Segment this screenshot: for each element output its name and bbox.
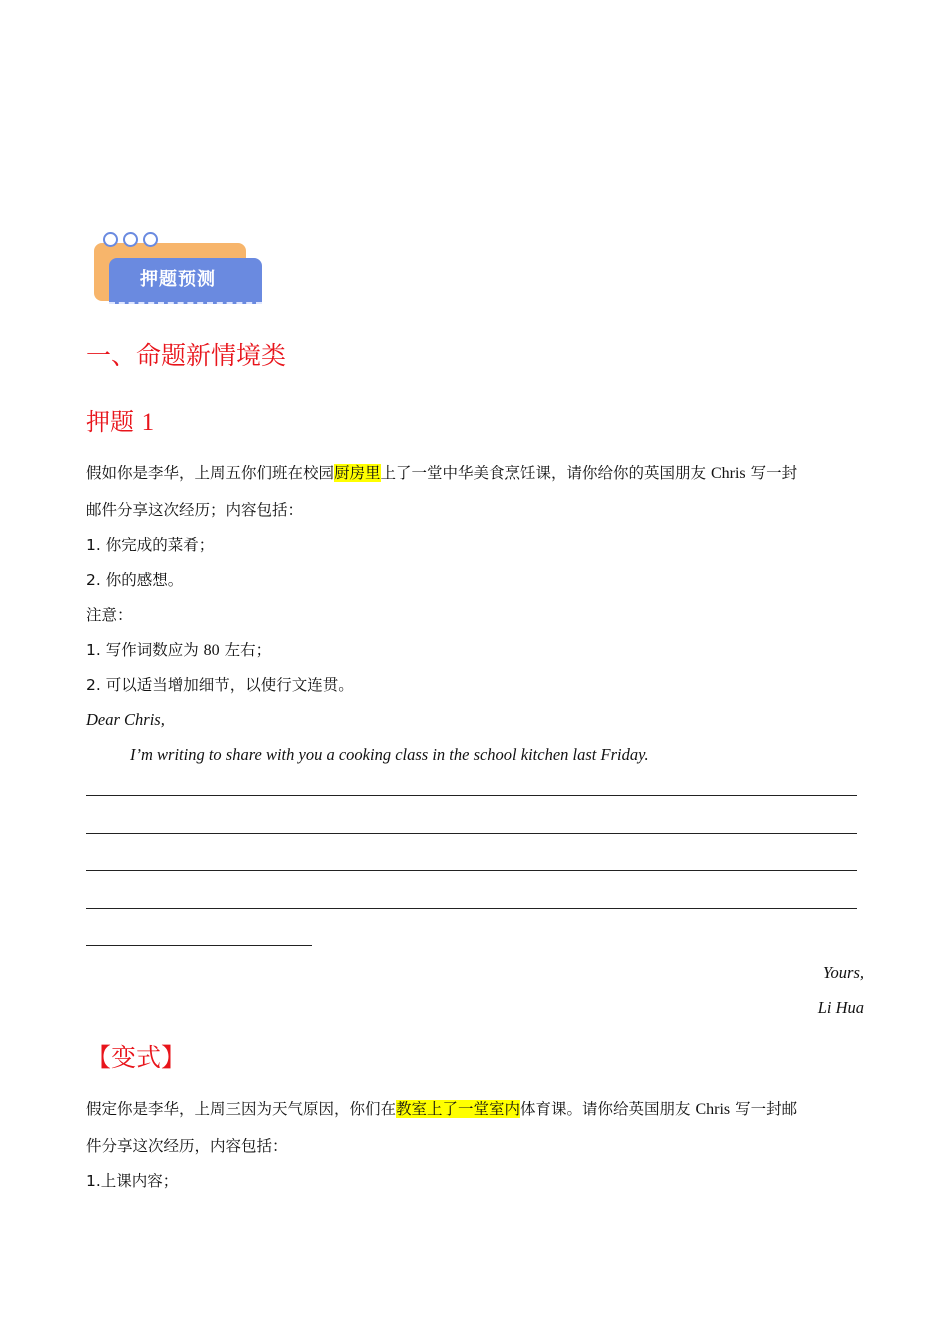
prompt-highlight: 厨房里 (334, 464, 381, 482)
prompt-text: 写一封 (750, 464, 798, 482)
question-title (86, 402, 154, 437)
prompt-name: Chris (710, 465, 746, 482)
prompt-text: 体育课。请你给英国朋友 (520, 1100, 691, 1118)
answer-line[interactable] (86, 945, 312, 946)
note-item-1 (86, 633, 856, 668)
letter-signature: Li Hua (817, 998, 864, 1017)
note-text: 1. 写作词数应为 (86, 641, 199, 659)
letter-closing: Yours, (822, 963, 864, 982)
question-title-prefix: 押题 (86, 408, 134, 436)
prompt-text: 假如你是李华，上周五你们班在校园 (86, 464, 335, 482)
note-item-2: 2. 可以适当增加细节，以使行文连贯。 (86, 676, 354, 694)
answer-line[interactable] (86, 870, 857, 871)
prompt-text: 写一封邮 (735, 1100, 798, 1118)
question-prompt (86, 456, 856, 703)
badge-rings-icon (103, 232, 163, 251)
answer-line[interactable] (86, 908, 857, 909)
answer-line[interactable] (86, 833, 857, 834)
prompt-line-1 (86, 456, 856, 491)
variant-prompt (86, 1092, 856, 1199)
word-count: 80 (203, 642, 220, 659)
question-title-number: 1 (141, 409, 155, 436)
variant-line-1 (86, 1092, 856, 1127)
prompt-text: 上了一堂中华美食烹饪课，请你给你的英国朋友 (380, 464, 707, 482)
answer-line[interactable] (86, 795, 857, 796)
prompt-highlight: 教室上了一堂室内 (396, 1100, 521, 1118)
letter-opening: I’m writing to share with you a cooking class in the school kitchen last Friday. (130, 745, 649, 764)
section-title: 一、命题新情境类 (86, 341, 287, 370)
prompt-text: 假定你是李华，上周三因为天气原因，你们在 (86, 1100, 397, 1118)
prompt-line-2: 邮件分享这次经历；内容包括： (86, 501, 304, 519)
letter-greeting: Dear Chris, (86, 710, 165, 729)
note-label: 注意： (86, 606, 133, 624)
content-item-1: 1. 你完成的菜肴； (86, 536, 215, 554)
content-item-2: 2. 你的感想。 (86, 571, 184, 589)
variant-item-1: 1.上课内容； (86, 1172, 179, 1190)
note-text: 左右； (224, 641, 272, 659)
variant-title: 【变式】 (86, 1043, 187, 1072)
badge-label: 押题预测 (109, 258, 262, 304)
prompt-name: Chris (695, 1101, 731, 1118)
section-badge (94, 232, 264, 314)
variant-line-2: 件分享这次经历，内容包括： (86, 1137, 288, 1155)
